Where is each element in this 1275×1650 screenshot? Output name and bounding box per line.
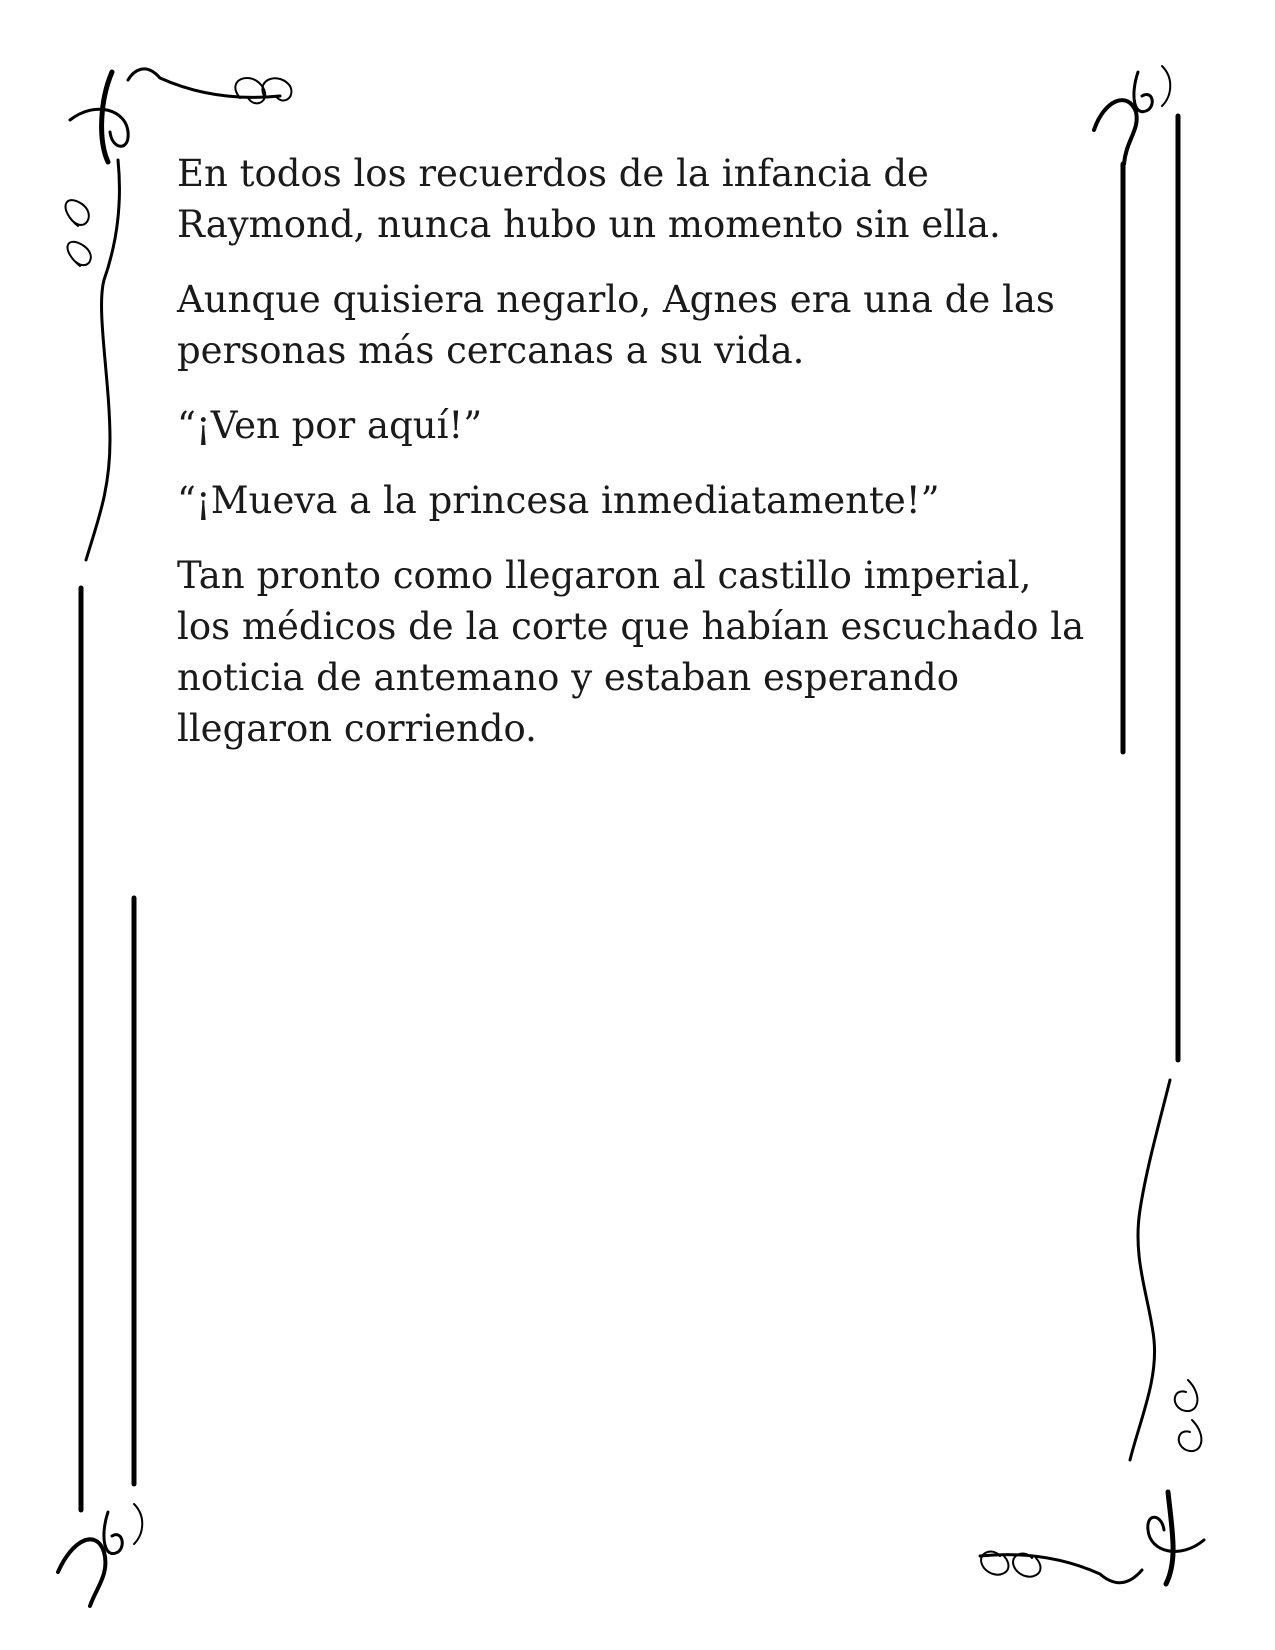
page-body xyxy=(177,148,1107,778)
paragraph-5: Tan pronto como llegaron al castillo imperial, los médicos de la corte que habían escuchado la noticia de antemano y estaban esperando llegaron corriendo. xyxy=(177,554,1085,750)
paragraph-4: “¡Mueva a la princesa inmediatamente!” xyxy=(177,479,940,522)
paragraph-2: Aunque quisiera negarlo, Agnes era una de las personas más cercanas a su vida. xyxy=(177,278,1055,372)
paragraph-3: “¡Ven por aquí!” xyxy=(177,404,483,447)
paragraph-1: En todos los recuerdos de la infancia de Raymond, nunca hubo un momento sin ella. xyxy=(177,152,1001,246)
bottom-left-flourish xyxy=(58,1504,142,1606)
bottom-right-flourish xyxy=(980,1080,1204,1584)
